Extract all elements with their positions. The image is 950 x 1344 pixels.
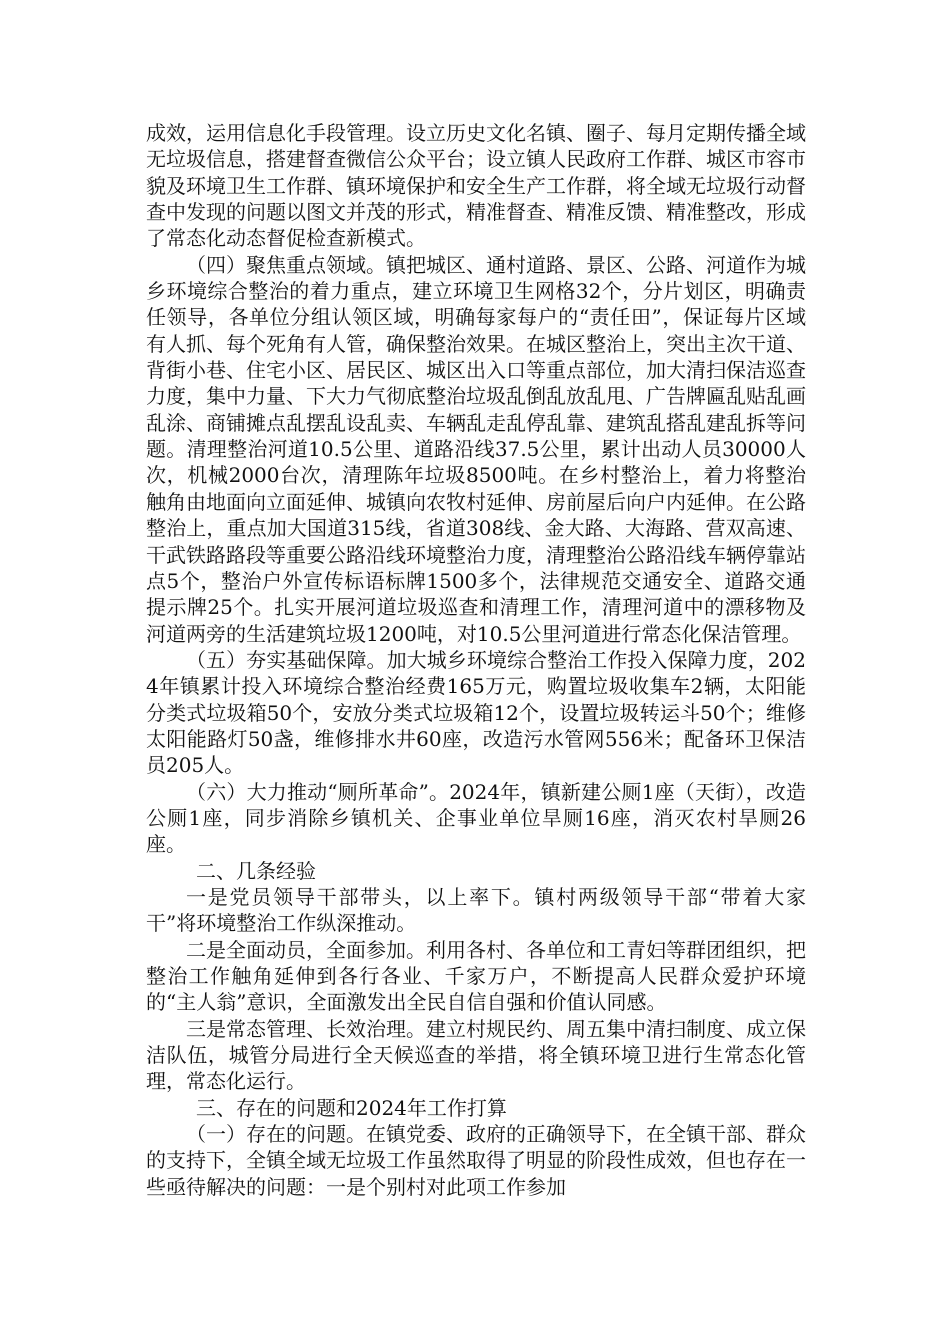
paragraph-experience-3: 三是常态管理、长效治理。建立村规民约、周五集中清扫制度、成立保洁队伍，城管分局进行全天候巡查的举措，将全镇环境卫进行生常态化管理，常态化运行。 bbox=[146, 1016, 806, 1094]
section-heading-experience: 二、几条经验 bbox=[196, 858, 316, 883]
paragraph-basic-guarantee: （五）夯实基础保障。加大城乡环境综合整治工作投入保障力度，2024年镇累计投入环境综合整治经费165万元，购置垃圾收集车2辆，太阳能分类式垃圾箱50个，安放分类式垃圾箱12个，设置垃圾转运斗50个；维修太阳能路灯50盏，维修排水井60座，改造污水管网556米；配备环卫保洁员205人。 bbox=[146, 647, 806, 778]
paragraph-experience-2: 二是全面动员，全面参加。利用各村、各单位和工青妇等群团组织，把整治工作触角延伸到各行各业、千家万户，不断提高人民群众爱护环境的“主人翁”意识，全面激发出全民自信自强和价值认同感。 bbox=[146, 937, 806, 1015]
paragraph-experience-1: 一是党员领导干部带头，以上率下。镇村两级领导干部“带着大家干”将环境整治工作纵深推动。 bbox=[146, 884, 806, 936]
paragraph-continuation: 成效，运用信息化手段管理。设立历史文化名镇、圈子、每月定期传播全域无垃圾信息，搭建督查微信公众平台；设立镇人民政府工作群、城区市容市貌及环境卫生工作群、镇环境保护和安全生产工作群，将全域无垃圾行动督查中发现的问题以图文并茂的形式，精准督查、精准反馈、精准整改，形成了常态化动态督促检查新模式。 bbox=[146, 121, 806, 251]
paragraph-existing-problems: （一）存在的问题。在镇党委、政府的正确领导下，在全镇干部、群众的支持下，全镇全域无垃圾工作虽然取得了明显的阶段性成效，但也存在一些亟待解决的问题：一是个别村对此项工作参加 bbox=[146, 1122, 806, 1199]
section-heading-problems-plans: 三、存在的问题和2024年工作打算 bbox=[196, 1095, 507, 1120]
document-page bbox=[146, 120, 806, 1200]
paragraph-focus-key-areas: （四）聚焦重点领域。镇把城区、通村道路、景区、公路、河道作为城乡环境综合整治的着力重点，建立环境卫生网格32个，分片划区，明确责任领导，各单位分组认领区域，明确每家每户的“责任田”，保证每片区域有人抓、每个死角有人管，确保整治效果。在城区整治上，突出主次干道、背街小巷、住宅小区、居民区、城区出入口等重点部位，加大清扫保洁巡查力度，集中力量、下大力气彻底整治垃圾乱倒乱放乱甩、广告牌匾乱贴乱画乱涂、商铺摊点乱摆乱设乱卖、车辆乱走乱停乱靠、建筑乱搭乱建乱拆等问题。清理整治河道10.5公里、道路沿线37.5公里，累计出动人员30000人次，机械2000台次，清理陈年垃圾8500吨。在乡村整治上，着力将整治触角由地面向立面延伸、城镇向农牧村延伸、房前屋后向户内延伸。在公路整治上，重点加大国道315线，省道308线、金大路、大海路、营双高速、干武铁路路段等重要公路沿线环境整治力度，清理整治公路沿线车辆停靠站点5个，整治户外宣传标语标牌1500多个，法律规范交通安全、道路交通提示牌25个。扎实开展河道垃圾巡查和清理工作，清理河道中的漂移物及河道两旁的生活建筑垃圾1200吨，对10.5公里河道进行常态化保洁管理。 bbox=[146, 252, 806, 646]
paragraph-toilet-revolution: （六）大力推动“厕所革命”。2024年，镇新建公厕1座（天街），改造公厕1座，同步消除乡镇机关、企事业单位旱厕16座，消灭农村旱厕26座。 bbox=[146, 779, 806, 857]
